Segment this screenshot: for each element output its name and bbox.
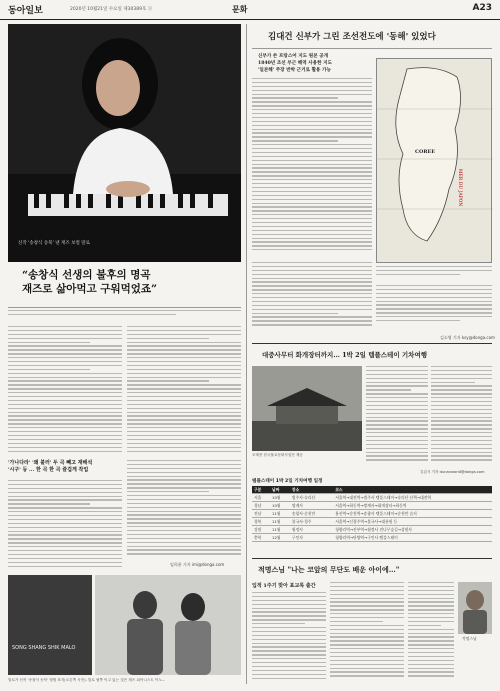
two-people-illustration [95, 575, 241, 675]
table-header: 구분 [252, 486, 270, 494]
middle-body-col1 [366, 366, 428, 466]
table-cell: 서울역→대전역→법주사 템플스테이→속리산 산책→대전역 [333, 494, 492, 502]
monk-illustration [458, 582, 492, 634]
table-cell: 경북 [252, 518, 270, 526]
map-label-sea: MER DU JAPON [457, 169, 462, 207]
table-cell: 송광사·순천만 [290, 510, 333, 518]
joseon-map [376, 58, 492, 263]
page-number: A23 [472, 3, 492, 13]
table-cell: 청량리역→단양역→구인사 템플스테이 [333, 534, 492, 542]
table-cell: 용산역→순천역→송광사 템플스테이→순천만 습지 [333, 510, 492, 518]
table-cell: 경남 [252, 502, 270, 510]
left-body-col1 [8, 326, 122, 456]
table-row [252, 518, 492, 526]
bottom-headline: 적명스님 "나는 코앞의 무단도 배운 아이에…" [258, 565, 400, 574]
map-illustration [377, 59, 493, 264]
singer-illustration [8, 24, 241, 262]
schedule-table [252, 486, 492, 542]
table-cell: 충북 [252, 534, 270, 542]
monk-photo [458, 582, 492, 634]
left-body-col1b [8, 480, 122, 570]
table-cell: 서울 [252, 494, 270, 502]
temple-photo [252, 366, 362, 451]
right-body-col1 [252, 78, 372, 256]
divider [252, 48, 492, 49]
table-cell: 10월 [270, 502, 290, 510]
table-cell: 11월 [270, 510, 290, 518]
table-cell: 12월 [270, 534, 290, 542]
table-row [252, 526, 492, 534]
section-rule [252, 343, 492, 344]
singer-photo [8, 24, 241, 262]
table-row [252, 494, 492, 502]
column-divider [246, 24, 247, 684]
middle-headline: 대중사무터 화개장터까지… 1박 2일 템플스테이 기차여행 [262, 351, 427, 359]
table-header: 날짜 [270, 486, 290, 494]
headline: “송창식 선생의 불후의 명곡 재즈로 삶아먹고 구워먹었죠” [22, 269, 158, 296]
map-caption [376, 266, 492, 282]
map-label-korea: COREE [415, 149, 436, 155]
bottom-body-col1 [252, 592, 326, 682]
divider [8, 307, 241, 308]
table-cell: 쌍계사 [290, 502, 333, 510]
table-header: 장소 [290, 486, 333, 494]
subhead: '가나다라' '왜 불러' 두 곡 빼고 재해석 '시구' 등 ... 한 곡 한 곡 즐겁게 작업 [8, 460, 93, 473]
table-cell: 11월 [270, 518, 290, 526]
musicians-photo [95, 575, 241, 675]
temple-photo-caption: 조계종 한국불교문화사업단 제공 [252, 453, 303, 457]
bottom-body-col3 [408, 582, 454, 682]
table-cell: 청량리역→진부역→월정사 전나무숲길→상원사 [333, 526, 492, 534]
right-subhead: 신부가 쓴 프랑스어 지도 원본 공개 1840년 조선 부근 해역 사용한 지도 '일본해' 주장 반박 근거로 활용 가능 [258, 54, 333, 73]
section-rule [252, 558, 492, 559]
table-cell: 법주사·속리산 [290, 494, 333, 502]
right-body-col1b [252, 262, 372, 332]
newspaper-logo: 동아일보 [8, 6, 43, 16]
masthead [0, 0, 500, 20]
table-cell: 불국사·경주 [290, 518, 333, 526]
bottom-subhead: 입적 1주기 맞아 표교록 출간 [252, 583, 316, 589]
table-cell: 강원 [252, 526, 270, 534]
temple-illustration [252, 366, 362, 451]
bottom-body-col2 [330, 582, 404, 682]
table-cell: 월정사 [290, 526, 333, 534]
issue-date: 2020년 10월21일 수요일 제30389호 ⓐ [70, 7, 153, 12]
table-cell: 10월 [270, 494, 290, 502]
left-body-col2b [127, 460, 241, 560]
photo-credit-text [8, 310, 241, 320]
table-row [252, 534, 492, 542]
monk-photo-caption: 적명스님 [462, 636, 477, 641]
table-row [252, 510, 492, 518]
right-headline: 김대건 신부가 그린 조선전도에 '동해' 있었다 [268, 32, 436, 42]
table-header: 코스 [333, 486, 492, 494]
section-title: 문화 [232, 5, 248, 14]
table-cell: 전남 [252, 510, 270, 518]
right-byline: 김소영 기자 ksy@donga.com [440, 335, 495, 340]
left-byline: 임희윤 기자 imi@donga.com [170, 562, 225, 567]
table-cell: 서울역→신경주역→불국사→대릉원 등 [333, 518, 492, 526]
left-body-col2 [127, 326, 241, 456]
photo-caption: 신작 '송창식 송북' 낸 재즈 보컬 말로 [18, 241, 90, 246]
bottom-left-caption: 말로가 신작 '송창식 송북' 앨범 표지(오른쪽 사진). 말로 뒷쪽 이고 있는 것은 재즈 피아니스트 이노... [8, 678, 166, 682]
table-cell: 구인사 [290, 534, 333, 542]
middle-byline: 김갑식 기자 dunanworld@donga.com [420, 470, 485, 474]
schedule-table-title: 템플스테이 1박 2일 기차여행 일정 [252, 479, 323, 484]
album-title: SONG SHANG SHIK MALO [12, 645, 76, 651]
table-row [252, 502, 492, 510]
table-cell: 11월 [270, 526, 290, 534]
right-body-col2 [376, 285, 492, 333]
table-cell: 서울역→하동역→쌍계사→화개장터→하동역 [333, 502, 492, 510]
album-cover [8, 575, 92, 675]
middle-body-col2 [431, 366, 492, 466]
